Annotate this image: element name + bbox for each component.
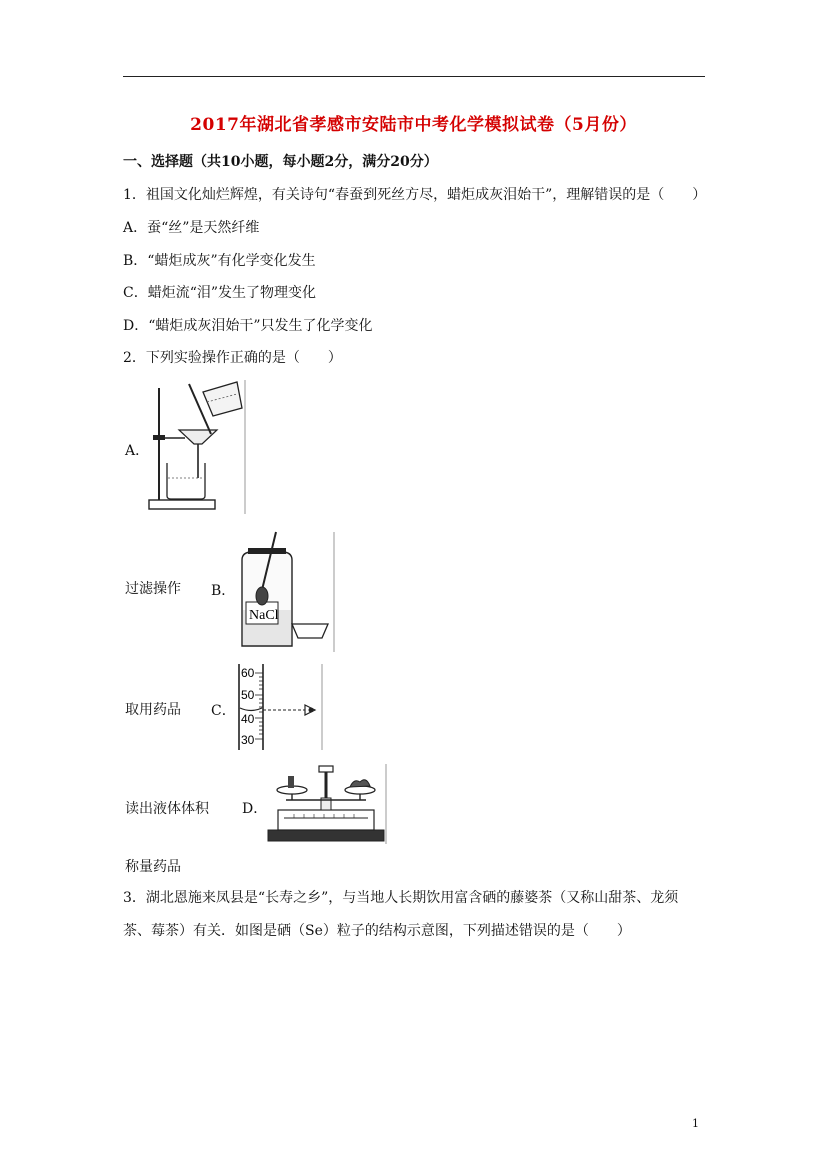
question-2-label-a: A．	[125, 443, 150, 459]
question-2-caption-b: 取用药品	[125, 702, 181, 718]
balance-figure	[264, 762, 390, 846]
question-2-caption-d: 称量药品	[125, 859, 181, 875]
header-rule	[123, 76, 705, 77]
question-3-stem-line-1: 3．湖北恩施来凤县是“长寿之乡”，与当地人长期饮用富含硒的藤婆茶（又称山甜茶、龙须	[123, 890, 679, 906]
question-3-stem-line-2: 茶、莓茶）有关．如图是硒（Se）粒子的结构示意图，下列描述错误的是（ ）	[123, 923, 631, 939]
filtration-figure	[145, 378, 247, 516]
tick-50: 50	[241, 688, 255, 702]
question-2-stem: 2．下列实验操作正确的是（ ）	[123, 350, 342, 366]
question-2-caption-a: 过滤操作	[125, 581, 181, 597]
question-1-option-b: B．“蜡炬成灰”有化学变化发生	[123, 253, 316, 269]
section-heading: 一、选择题（共10小题，每小题2分，满分20分）	[123, 154, 438, 170]
question-1-option-c: C．蜡炬流“泪”发生了物理变化	[123, 285, 317, 301]
question-1-option-a: A．蚕“丝”是天然纤维	[123, 220, 260, 236]
question-1-option-d: D．“蜡炬成灰泪始干”只发生了化学变化	[123, 318, 373, 334]
tick-60: 60	[241, 666, 255, 680]
question-2-label-c: C．	[211, 703, 236, 719]
exam-title: 2017年湖北省孝感市安陆市中考化学模拟试卷（5月份）	[190, 115, 637, 135]
graduated-cylinder-figure	[233, 662, 327, 752]
question-2-caption-c: 读出液体体积	[125, 801, 209, 817]
tick-30: 30	[241, 733, 255, 747]
nacl-label: NaCl	[249, 608, 279, 623]
page-number: 1	[692, 1117, 699, 1130]
tick-40: 40	[241, 712, 255, 726]
reagent-bottle-figure	[232, 530, 338, 654]
question-1-stem: 1．祖国文化灿烂辉煌，有关诗句“春蚕到死丝方尽，蜡炬成灰泪始干”，理解错误的是（ ）	[123, 187, 707, 203]
question-2-label-b: B．	[211, 583, 236, 599]
question-2-label-d: D．	[242, 801, 268, 817]
